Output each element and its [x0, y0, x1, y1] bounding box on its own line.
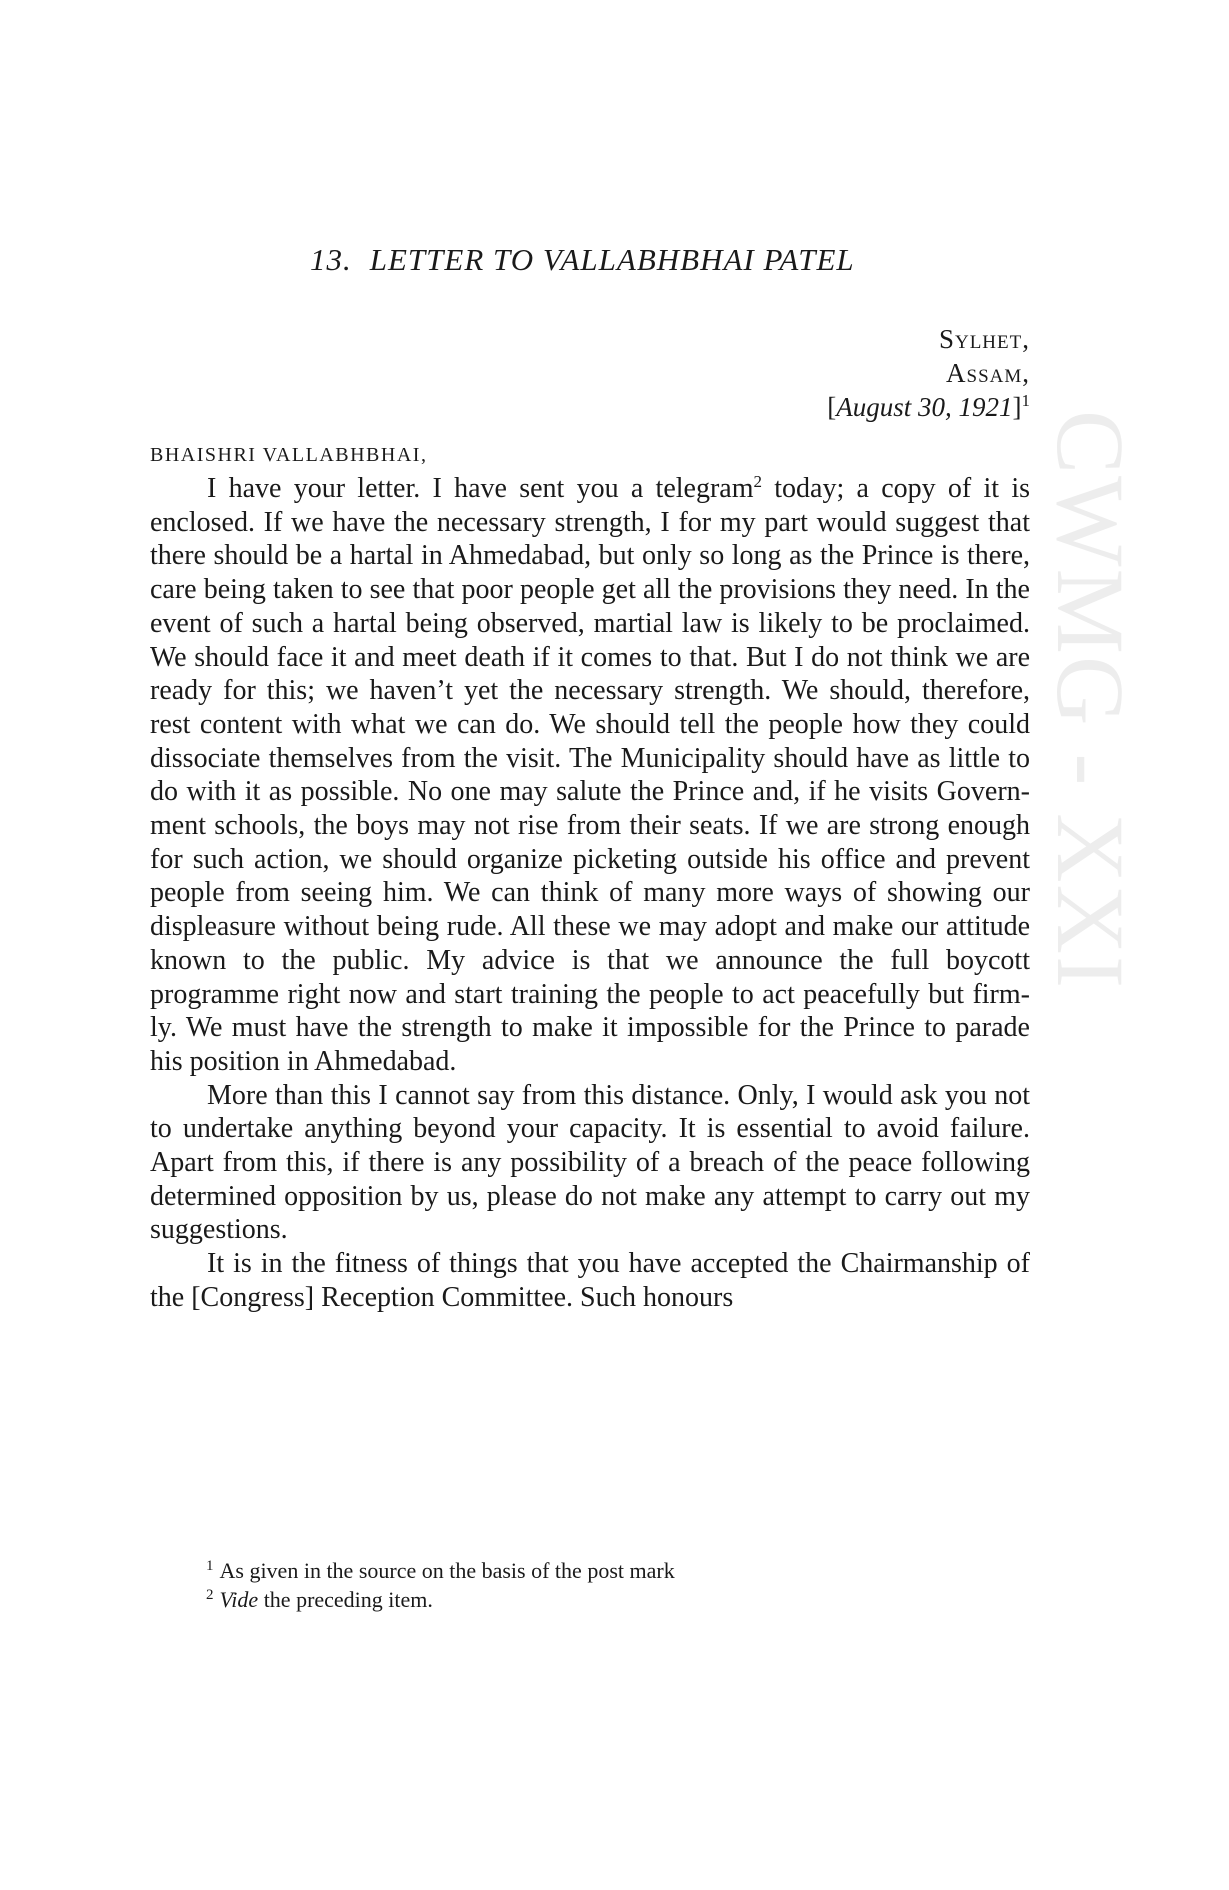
footnote-1-mark: 1 — [206, 1558, 214, 1574]
document-title — [150, 240, 1030, 280]
title-text: LETTER TO VALLABHBHAI PATEL — [369, 242, 855, 277]
date-bracket-open: [ — [827, 392, 837, 422]
place-line-assam: Assam, — [946, 358, 1030, 388]
paragraph-1 — [150, 472, 1030, 1079]
footnote-1 — [206, 1556, 1006, 1585]
footnote-ref-2: 2 — [753, 472, 763, 491]
place-line-sylhet: Sylhet, — [938, 324, 1030, 354]
date-bracket-close: ] — [1012, 392, 1022, 422]
salutation: BHAISHRI VALLABHBHAI, — [150, 444, 428, 466]
footnote-1-text: As given in the source on the basis of the post mark — [219, 1558, 675, 1583]
document-body — [150, 240, 1030, 1315]
letter-date — [150, 390, 1030, 424]
footnote-2-mark: 2 — [206, 1587, 214, 1603]
watermark — [1037, 410, 1144, 1400]
date-text: August 30, 1921 — [836, 392, 1013, 422]
paragraph-1-text-a: I have your letter. I have sent you a telegram — [207, 473, 754, 504]
footnotes — [206, 1556, 1006, 1614]
footnote-2-vide: Vide — [219, 1587, 259, 1612]
paragraph-3: It is in the fitness of things that you have accepted the Chairmanship of the [Congress] Reception Committee. Such honours — [150, 1248, 1030, 1313]
footnote-ref-1: 1 — [1021, 391, 1030, 410]
footnote-2 — [206, 1585, 1006, 1614]
letter-place — [150, 322, 1030, 424]
footnote-2-text: the preceding item. — [258, 1587, 433, 1612]
watermark-text: CWMG - XXI — [1037, 410, 1144, 990]
item-number: 13. — [310, 242, 352, 277]
paragraph-1-text-b: today; a copy of it is enclosed. If we have the necessary strength, I for my part would suggest that there should be a hartal in Ahmedabad, but only so long as the Prince is there, care being taken to see that poor people get all the provisions they need. In the event of such a hartal being observed, martial law is likely to be proclaimed. We should face it and meet death if it comes to that. But I do not think we are ready for this; we haven’t yet the necessary strength. We should, therefore, rest content with what we can do. We should tell the people how they could dissociate themselves from the visit. The Municipality should have as little to do with it as possible. No one may salute the Prince and, if he visits Government schools, the boys may not rise from their seats. If we are strong enough for such action, we should organize picketing outside his office and prevent people from seeing him. We can think of many more ways of showing our displeasure without being rude. All these we may adopt and make our attitude known to the public. My advice is that we announce the full boycott programme right now and start training the people to act peacefully but firmly. We must have the strength to make it impossible for the Prince to parade his position in Ahmedabad. — [150, 473, 1030, 1077]
paragraph-2: More than this I cannot say from this distance. Only, I would ask you not to undertake anything beyond your capacity. It is essential to avoid failure. Apart from this, if there is any possibility of a breach of the peace following determined opposition by us, please do not make any attempt to carry out my suggestions. — [150, 1079, 1030, 1246]
